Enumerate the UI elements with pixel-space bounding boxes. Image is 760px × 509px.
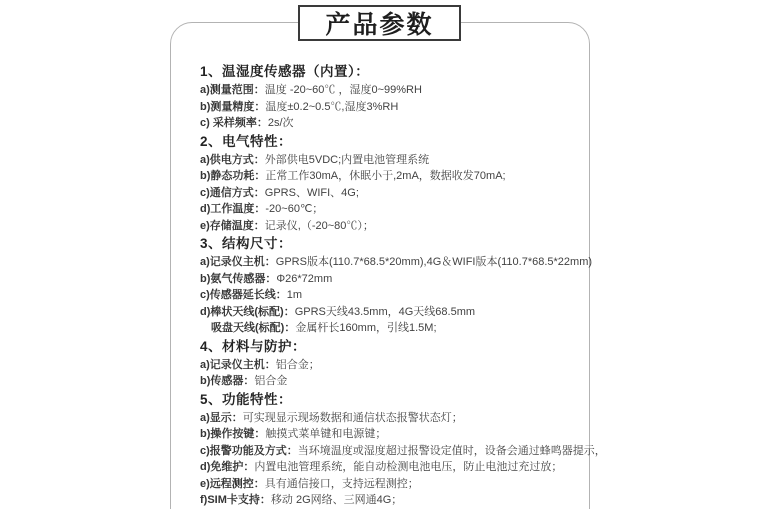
section-heading: 3、结构尺寸： bbox=[200, 236, 293, 251]
spec-row bbox=[200, 410, 572, 427]
spec-value: 外部供电5VDC;内置电池管理系统 bbox=[264, 153, 430, 166]
spec-row bbox=[200, 492, 572, 509]
spec-label: d)免维护： bbox=[200, 461, 255, 473]
spec-value: GPRS版本(110.7*68.5*20mm),4G＆WIFI版本(110.7*68.5*22mm) bbox=[275, 256, 593, 268]
section-heading: 4、材料与防护： bbox=[200, 338, 307, 354]
section-heading: 5、功能特性： bbox=[200, 391, 293, 407]
spec-label: b)测量精度： bbox=[200, 100, 266, 113]
spec-value: 当环境温度或湿度超过报警设定值时，设备会通过蜂鸣器提示， bbox=[297, 444, 606, 457]
spec-label: a)显示： bbox=[200, 411, 243, 424]
spec-row bbox=[200, 115, 572, 132]
spec-value: 可实现显示现场数据和通信状态报警状态灯； bbox=[242, 411, 463, 424]
spec-value: GPRS、WIFI、4G; bbox=[264, 186, 359, 199]
spec-value: 1m bbox=[286, 289, 303, 301]
spec-row bbox=[200, 254, 593, 271]
spec-row bbox=[200, 304, 572, 321]
spec-value: 铝合金； bbox=[275, 358, 320, 371]
spec-label: e)远程测控： bbox=[200, 477, 265, 490]
spec-label: c)传感器延长线： bbox=[200, 289, 287, 301]
spec-row bbox=[200, 152, 572, 169]
spec-label: f)SIM卡支持： bbox=[200, 494, 271, 506]
spec-value: 2s/次 bbox=[267, 117, 294, 129]
spec-value: Φ26*72mm bbox=[276, 272, 333, 285]
spec-value: 正常工作30mA，休眠小于,2mA，数据收发70mA; bbox=[265, 170, 506, 182]
spec-label: a)供电方式： bbox=[200, 153, 265, 166]
spec-value: 记录仪,（-20~80℃）； bbox=[264, 219, 374, 232]
spec-row bbox=[200, 99, 572, 116]
spec-row bbox=[200, 82, 572, 99]
spec-label: c)报警功能及方式： bbox=[200, 444, 298, 457]
spec-label: 吸盘天线(标配)： bbox=[211, 322, 296, 334]
spec-label: b)氨气传感器： bbox=[200, 272, 277, 285]
spec-label: c) 采样频率： bbox=[200, 117, 268, 129]
spec-row bbox=[200, 476, 572, 493]
spec-row bbox=[200, 320, 572, 337]
spec-value: 温度±0.2~0.5℃,湿度3%RH bbox=[265, 100, 399, 113]
spec-value: 具有通信接口，支持远程测控； bbox=[264, 477, 419, 490]
spec-row bbox=[200, 185, 572, 202]
spec-value: 触摸式菜单键和电源键； bbox=[265, 428, 387, 440]
spec-value: 铝合金 bbox=[254, 375, 288, 387]
spec-value: -20~60℃； bbox=[265, 203, 324, 215]
spec-row bbox=[200, 426, 572, 443]
spec-label: d)工作温度： bbox=[200, 203, 266, 215]
spec-label: b)传感器： bbox=[200, 375, 255, 387]
page-title: 产品参数 bbox=[298, 5, 461, 41]
spec-value: 移动 2G网络、三网通4G； bbox=[270, 494, 403, 506]
spec-row bbox=[200, 373, 572, 390]
spec-value: GPRS天线43.5mm，4G天线68.5mm bbox=[294, 305, 476, 318]
section-heading: 1、温湿度传感器（内置）： bbox=[200, 64, 370, 79]
spec-label: b)操作按键： bbox=[200, 428, 266, 440]
spec-label: e)存储温度： bbox=[200, 219, 265, 232]
spec-value: 内置电池管理系统，能自动检测电池电压，防止电池过充过放； bbox=[254, 461, 563, 473]
spec-row bbox=[200, 271, 572, 288]
spec-value: 温度 -20~60℃ ，湿度0~99%RH bbox=[264, 84, 422, 96]
spec-row bbox=[200, 168, 572, 185]
spec-label: a)记录仪主机： bbox=[200, 358, 276, 371]
spec-sections bbox=[200, 62, 606, 509]
spec-label: a)测量范围： bbox=[200, 84, 265, 96]
section-heading: 2、电气特性： bbox=[200, 133, 293, 149]
spec-row bbox=[200, 357, 572, 374]
spec-row bbox=[200, 218, 572, 235]
spec-label: d)棒状天线(标配)： bbox=[200, 305, 295, 318]
spec-row bbox=[200, 459, 572, 476]
spec-label: b)静态功耗： bbox=[200, 170, 266, 182]
spec-value: 金属杆长160mm，引线1.5M; bbox=[295, 322, 437, 334]
spec-label: c)通信方式： bbox=[200, 186, 265, 199]
spec-label: a)记录仪主机： bbox=[200, 256, 276, 268]
spec-row bbox=[200, 443, 606, 460]
spec-row bbox=[200, 287, 572, 304]
spec-row bbox=[200, 201, 572, 218]
